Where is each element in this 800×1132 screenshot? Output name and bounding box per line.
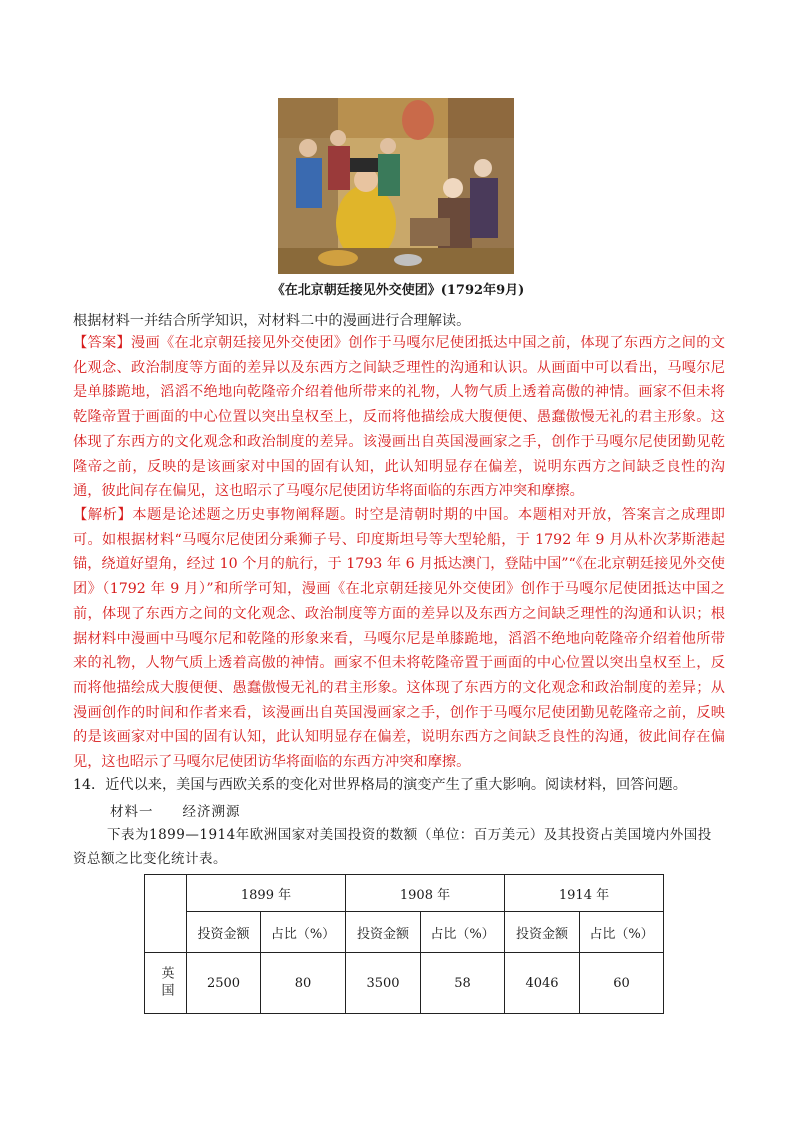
year-header: 1914 年 bbox=[505, 875, 664, 912]
sub-header: 占比（%） bbox=[261, 912, 346, 953]
question-text-content: 根据材料一并结合所学知识，对材料二中的漫画进行合理解读。 bbox=[73, 313, 471, 329]
question-14 bbox=[73, 773, 725, 798]
sub-header: 占比（%） bbox=[580, 912, 664, 953]
table-row bbox=[145, 953, 664, 1014]
material-label: 材料一 经济溯源 bbox=[110, 804, 241, 820]
analysis-text: 本题是论述题之历史事物阐释题。时空是清朝时期的中国。本题相对开放，答案言之成理即可。如根据材料“马嘎尔尼使团分乘狮子号、印度斯坦号等大型轮船，于 1792 年 9 月从朴次茅斯港起锚，绕道好望角，经过 10 个月的航行，于 1793 年 6 月抵达澳门，登陆中国”“《在北京朝廷接见外交使团》（1792 年 9 月）”和所学可知，漫画《在北京朝廷接见外交使团》创作于马嘎尔尼使团抵达中国之前，体现了东西方之间的文化观念、政治制度等方面的差异以及东西方之间缺乏理性的沟通和认识；根据材料中漫画中马嘎尔尼和乾隆的形象来看，马嘎尔尼是单膝跪地，滔滔不绝地向乾隆帝介绍着他所带来的礼物，人物气质上透着高傲的神情。画家不但未将乾隆帝置于画面的中心位置以突出皇权至上，反而将他描绘成大腹便便、愚蠢傲慢无礼的君主形象。这体现了东西方的文化观念和政治制度的差异；从漫画创作的时间和作者来看，该漫画出自英国漫画家之手，创作于马嘎尔尼使团勤见乾隆帝之前，反映的是该画家对中国的固有认知，此认知明显存在偏差，说明东西方之间缺乏良性的沟通，彼此间存在偏见，这也昭示了马嘎尔尼使团访华将面临的东西方冲突和摩擦。 bbox=[73, 507, 725, 771]
table-header-row bbox=[145, 875, 664, 912]
value-cell: 4046 bbox=[505, 953, 580, 1014]
table-subheader-row bbox=[145, 912, 664, 953]
figure-caption: 《在北京朝廷接见外交使团》(1792年9月) bbox=[271, 283, 525, 298]
value-cell: 2500 bbox=[187, 953, 261, 1014]
table-corner-cell bbox=[145, 875, 187, 953]
country-cell: 英国 bbox=[145, 953, 187, 1014]
value-cell: 3500 bbox=[346, 953, 421, 1014]
sub-header: 投资金额 bbox=[505, 912, 580, 953]
answer-paragraph bbox=[73, 331, 725, 504]
sub-header: 投资金额 bbox=[187, 912, 261, 953]
sub-header: 占比（%） bbox=[421, 912, 505, 953]
investment-table bbox=[144, 874, 664, 1014]
question-text bbox=[73, 309, 725, 334]
answer-label: 【答案】 bbox=[73, 335, 131, 351]
analysis-paragraph bbox=[73, 503, 725, 775]
question-14-text: 14．近代以来，美国与西欧关系的变化对世界格局的演变产生了重大影响。阅读材料，回答问题。 bbox=[73, 777, 687, 793]
value-cell: 80 bbox=[261, 953, 346, 1014]
sub-header: 投资金额 bbox=[346, 912, 421, 953]
year-header: 1899 年 bbox=[187, 875, 346, 912]
value-cell: 60 bbox=[580, 953, 664, 1014]
year-header: 1908 年 bbox=[346, 875, 505, 912]
answer-text: 漫画《在北京朝廷接见外交使团》创作于马嘎尔尼使团抵达中国之前，体现了东西方之间的文化观念、政治制度等方面的差异以及东西方之间缺乏理性的沟通和认识。从画面中可以看出，马嘎尔尼是单膝跪地，滔滔不绝地向乾隆帝介绍着他所带来的礼物，人物气质上透着高傲的神情。画家不但未将乾隆帝置于画面的中心位置以突出皇权至上，反而将他描绘成大腹便便、愚蠢傲慢无礼的君主形象。这体现了东西方的文化观念和政治制度的差异。该漫画出自英国漫画家之手，创作于马嘎尔尼使团勤见乾隆帝之前，反映的是该画家对中国的固有认知，此认知明显存在偏差，说明东西方之间缺乏良性的沟通，彼此间存在偏见，这也昭示了马嘎尔尼使团访华将面临的东西方冲突和摩擦。 bbox=[73, 335, 725, 500]
cartoon-image bbox=[278, 98, 514, 274]
material-intro: 下表为1899—1914年欧洲国家对美国投资的数额（单位：百万美元）及其投资占美国境内外国投资总额之比变化统计表。 bbox=[73, 827, 712, 867]
value-cell: 58 bbox=[421, 953, 505, 1014]
analysis-label: 【解析】 bbox=[73, 507, 133, 523]
